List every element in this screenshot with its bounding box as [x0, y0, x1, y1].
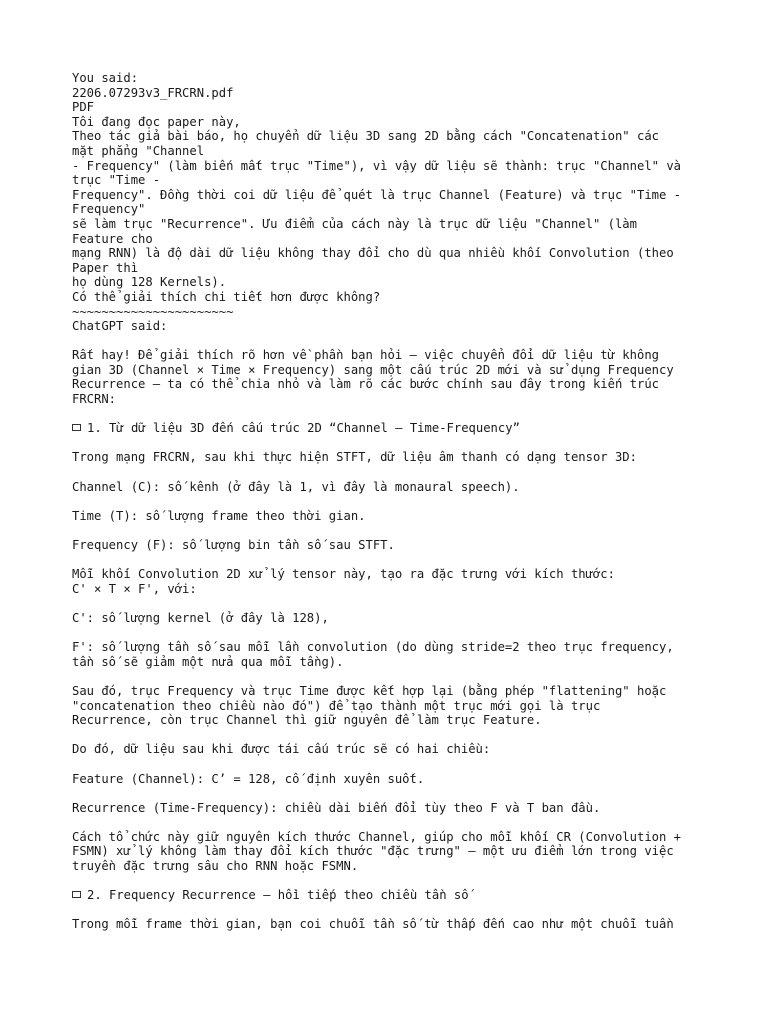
- user-message-line: Theo tác giả bài báo, họ chuyển dữ liệu 3D sang 2D bằng cách "Concatenation" các: [72, 129, 659, 144]
- paragraph-f-prime-line: F': số lượng tần số sau mỗi lần convolution (do dùng stride=2 theo trục frequency,: [72, 640, 674, 655]
- spacer: [72, 407, 712, 422]
- chatgpt-said-label: ChatGPT said:: [72, 319, 168, 334]
- spacer: [72, 728, 712, 743]
- paragraph-f-prime-line: tần số sẽ giảm một nửa qua mỗi tầng).: [72, 654, 344, 669]
- paragraph-feature: Feature (Channel): C’ = 128, cố định xuyên suốt.: [72, 771, 425, 786]
- section-marker-icon: [72, 424, 81, 431]
- spacer: [72, 874, 712, 889]
- spacer: [72, 523, 712, 538]
- user-message-line: họ dùng 128 Kernels).: [72, 275, 227, 290]
- paragraph-stft: Trong mạng FRCRN, sau khi thực hiện STFT, dữ liệu âm thanh có dạng tensor 3D:: [72, 450, 637, 465]
- paragraph-conv-line: C' × T × F', với:: [72, 581, 197, 596]
- user-message-line: Feature cho: [72, 231, 153, 246]
- document-page: [72, 71, 712, 932]
- spacer: [72, 436, 712, 451]
- section-2-heading: [72, 888, 712, 903]
- spacer: [72, 494, 712, 509]
- spacer: [72, 596, 712, 611]
- paragraph-organization-line: Cách tổ chức này giữ nguyên kích thước Channel, giúp cho mỗi khối CR (Convolution +: [72, 829, 682, 844]
- paragraph-conv-line: Mỗi khối Convolution 2D xử lý tensor này, tạo ra đặc trưng với kích thước:: [72, 567, 615, 582]
- paragraph-channel: Channel (C): số kênh (ở đây là 1, vì đây là monaural speech).: [72, 479, 520, 494]
- section-1-title: 1. Từ dữ liệu 3D đến cấu trúc 2D “Channel – Time-Frequency”: [87, 421, 520, 436]
- paragraph-last: Trong mỗi frame thời gian, bạn coi chuỗi tần số từ thấp đến cao như một chuỗi tuần: [72, 917, 674, 932]
- section-2-title: 2. Frequency Recurrence – hồi tiếp theo chiều tần số: [87, 888, 469, 903]
- section-1-heading: [72, 421, 712, 436]
- spacer: [72, 903, 712, 918]
- spacer: [72, 669, 712, 684]
- paragraph-concat-line: Recurrence, còn trục Channel thì giữ nguyên để làm trục Feature.: [72, 713, 542, 728]
- spacer: [72, 757, 712, 772]
- user-message-line: Paper thì: [72, 260, 139, 275]
- user-message-line: Có thể giải thích chi tiết hơn được không?: [72, 289, 381, 304]
- attachment-file-type: PDF: [72, 100, 95, 115]
- paragraph-organization-line: FSMN) xử lý không làm thay đổi kích thước "đặc trưng" — một ưu điểm lớn trong việc: [72, 844, 674, 859]
- user-message-line: Frequency". Đồng thời coi dữ liệu để quét là trục Channel (Feature) và trục "Time -: [72, 187, 682, 202]
- attachment-file-name[interactable]: 2206.07293v3_FRCRN.pdf: [72, 85, 234, 100]
- you-said-label: You said:: [72, 71, 139, 85]
- user-message-line: Frequency": [72, 202, 146, 217]
- user-message-line: - Frequency" (làm biến mất trục "Time"), vì vậy dữ liệu sẽ thành: trục "Channel" và: [72, 158, 682, 173]
- paragraph-concat-line: "concatenation theo chiều nào đó") để tạo thành một trục mới gọi là trục: [72, 698, 601, 713]
- spacer: [72, 626, 712, 641]
- user-message-line: sẽ làm trục "Recurrence". Ưu điểm của cách này là trục dữ liệu "Channel" (làm: [72, 216, 637, 231]
- intro-line: FRCRN:: [72, 392, 117, 407]
- tilde-divider: ~~~~~~~~~~~~~~~~~~~~~~: [72, 304, 234, 319]
- paragraph-c-prime: C': số lượng kernel (ở đây là 128),: [72, 610, 329, 625]
- user-message-line: Tôi đang đọc paper này,: [72, 114, 241, 129]
- intro-line: gian 3D (Channel × Time × Frequency) sang một cấu trúc 2D mới và sử dụng Frequency: [72, 362, 674, 377]
- intro-line: Recurrence — ta có thể chia nhỏ và làm rõ các bước chính sau đây trong kiến trúc: [72, 377, 659, 392]
- paragraph-recurrence: Recurrence (Time-Frequency): chiều dài biến đổi tùy theo F và T ban đầu.: [72, 800, 601, 815]
- section-marker-icon: [72, 891, 81, 898]
- spacer: [72, 553, 712, 568]
- user-message-line: mặt phẳng "Channel: [72, 143, 205, 158]
- user-message-line: trục "Time -: [72, 173, 161, 188]
- paragraph-concat-line: Sau đó, trục Frequency và trục Time được kết hợp lại (bằng phép "flattening" hoặc: [72, 683, 667, 698]
- paragraph-organization-line: truyền đặc trưng sâu cho RNN hoặc FSMN.: [72, 859, 359, 874]
- spacer: [72, 815, 712, 830]
- spacer: [72, 786, 712, 801]
- spacer: [72, 334, 712, 349]
- intro-line: Rất hay! Để giải thích rõ hơn về phần bạn hỏi — việc chuyển đổi dữ liệu từ không: [72, 348, 659, 363]
- paragraph-frequency: Frequency (F): số lượng bin tần số sau STFT.: [72, 538, 395, 552]
- paragraph-time: Time (T): số lượng frame theo thời gian.: [72, 508, 366, 523]
- spacer: [72, 465, 712, 480]
- user-message-line: mạng RNN) là độ dài dữ liệu không thay đổi cho dù qua nhiều khối Convolution (theo: [72, 246, 674, 261]
- paragraph-result: Do đó, dữ liệu sau khi được tái cấu trúc sẽ có hai chiều:: [72, 742, 491, 757]
